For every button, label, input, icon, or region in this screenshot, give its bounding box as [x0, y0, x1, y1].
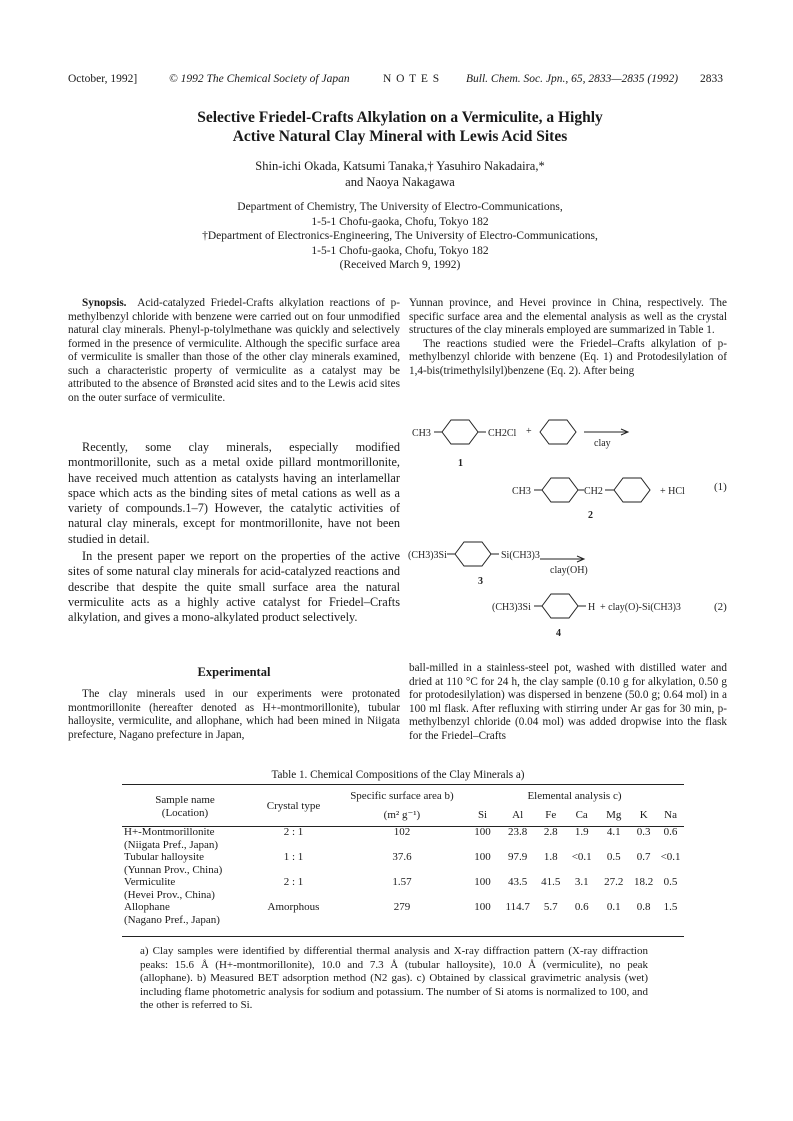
- compound-number-2: 2: [588, 510, 593, 521]
- header-surface-unit: (m² g⁻¹): [383, 808, 421, 821]
- header-element: Mg: [606, 808, 622, 821]
- plus-sign: +: [526, 426, 532, 437]
- header-element: K: [639, 808, 648, 821]
- intro-paragraph: In the present paper we report on the properties of the active sites of some natural clay minerals for acid-catalyzed reactions and describe that despite the quite small surface area the natural vermiculite acts as a highly active catalyst for Friedel–Crafts alkylation, and gives a mono-alkylated product selectively.: [68, 549, 400, 625]
- table-row: [122, 901, 684, 926]
- clay-osi-label: + clay(O)-Si(CH3)3: [600, 602, 681, 613]
- table-footnote: a) Clay samples were identified by differential thermal analysis and X-ray diffraction pattern (X-ray diffraction peaks: 15.6 Å (H+-montmorillonite), 10.0 and 7.3 Å (tubular halloysite), 10.0 Å (vermiculite), no peak (allophane). b) Measured BET adsorption method (N2 gas). c) Obtained by classical gravimetric analysis (wet) including flame photometric analysis for sodium and potassium. The number of Si atoms is normalized to 100, and the other is referred to Si.: [140, 945, 648, 1012]
- sample-location: (Yunnan Prov., China): [124, 863, 223, 876]
- element-value: 0.1: [606, 901, 621, 913]
- element-value: 0.3: [636, 826, 651, 838]
- sample-name: Allophane: [124, 901, 170, 913]
- element-value: 43.5: [508, 876, 528, 888]
- element-value: 100: [474, 851, 491, 863]
- element-value: 0.5: [663, 876, 678, 888]
- benzene-ring-icon: [442, 420, 478, 444]
- sample-location: (Nagano Pref., Japan): [124, 913, 220, 926]
- table-caption: Table 1. Chemical Compositions of the Clay Minerals a): [271, 769, 525, 781]
- element-value: <0.1: [571, 851, 592, 863]
- experimental-paragraph: The clay minerals used in our experiments were protonated montmorillonite (hereafter denoted as H+-montmorillonite), tubular halloysite, vermiculite, and allophane, which had been mined in Niigata prefecture, Nagano prefecture in Japan,: [68, 688, 400, 741]
- header-element: Na: [664, 808, 677, 821]
- equation-number-1: (1): [714, 481, 727, 493]
- affiliations: [100, 200, 700, 273]
- intro-paragraph: Recently, some clay minerals, especially modified montmorillonite, such as a metal oxide pillard montmorillonite, have received much attention as catalysts having an interlamellar space which acts as the binding sites of metal cations as well as a variety of compounds.1–7) However, the catalytic activities of natural clay minerals, except for montmorillonite, have not been studied in detail.: [68, 440, 400, 546]
- h-label: H: [588, 602, 596, 613]
- element-value: 23.8: [508, 826, 528, 838]
- sample-name: H+-Montmorillonite: [124, 826, 215, 838]
- author-list: [100, 158, 700, 190]
- header-sample-name: Sample name: [155, 794, 215, 806]
- sime3-left-label: (CH3)3Si: [492, 602, 531, 613]
- header-location: (Location): [161, 806, 209, 819]
- header-elemental-analysis: Elemental analysis c): [527, 790, 622, 802]
- compound-number-3: 3: [478, 576, 483, 587]
- right-column-top: [409, 297, 727, 378]
- title-line-1: Selective Friedel-Crafts Alkylation on a Vermiculite, a Highly: [197, 109, 603, 126]
- element-value: 114.7: [505, 901, 530, 913]
- surface-area: 37.6: [392, 851, 412, 863]
- crystal-type: 1 : 1: [283, 851, 304, 863]
- header-element: Si: [477, 808, 488, 821]
- element-value: 18.2: [634, 876, 654, 888]
- header-citation: Bull. Chem. Soc. Jpn., 65, 2833—2835 (1992): [466, 73, 679, 85]
- crystal-type: 2 : 1: [283, 826, 304, 838]
- element-value: 100: [474, 876, 491, 888]
- element-value: 100: [474, 826, 491, 838]
- article-title: [100, 108, 700, 146]
- right-column-bottom: [409, 662, 727, 743]
- header-page-number: 2833: [700, 73, 723, 85]
- element-value: 1.5: [663, 901, 678, 913]
- element-value: 2.8: [543, 826, 558, 838]
- clay-catalyst-label: clay: [594, 438, 611, 449]
- synopsis-text: Acid-catalyzed Friedel-Crafts alkylation reactions of p-methylbenzyl chloride with benzene were carried out on four unmodified natural clay minerals. Phenyl-p-tolylmethane was quickly and selectively formed in the presence of vermiculite. Although the specific surface area of vermiculite is smaller than those of the other clay minerals examined, such a characteristic property of vermiculite as a catalyst may be attributed to the absence of Brønsted acid sites and to the Lewis acid sites on the outer surface of vermiculite.: [68, 297, 400, 404]
- header-element: Ca: [575, 808, 588, 821]
- header-element: Fe: [545, 808, 557, 821]
- synopsis-label: Synopsis.: [82, 297, 127, 309]
- sime3-right-label: Si(CH3)3: [501, 550, 540, 561]
- element-value: <0.1: [660, 851, 681, 863]
- crystal-type: Amorphous: [267, 901, 320, 913]
- table-row: [122, 821, 684, 851]
- element-value: 27.2: [604, 876, 624, 888]
- sample-name: Vermiculite: [124, 876, 176, 888]
- element-value: 4.1: [606, 826, 621, 838]
- benzene-ring-icon: [455, 542, 491, 566]
- compound-number-4: 4: [556, 628, 561, 639]
- right-paragraph-2: The reactions studied were the Friedel–Crafts alkylation of p-methylbenzyl chloride with benzene (Eq. 1) and Protodesilylation of 1,4-bis(trimethylsilyl)benzene (Eq. 2). After being: [409, 337, 727, 377]
- received-date: (Received March 9, 1992): [339, 259, 461, 272]
- experimental-text: [68, 688, 400, 742]
- equation-number-2: (2): [714, 601, 727, 613]
- element-value: 1.9: [574, 826, 589, 838]
- header-surface-area: Specific surface area b): [350, 790, 454, 802]
- element-value: 0.8: [636, 901, 651, 913]
- right-paragraph-3: ball-milled in a stainless-steel pot, washed with distilled water and dried at 110 °C for 24 h, the clay sample (0.10 g for alkylation, 0.50 g for protodesilylation) was dispersed in benzene (50.0 g; 0.64 mol) in a 100 ml flask. After refluxing with stirring under Ar gas for 30 min, p-methylbenzyl chloride (0.04 mol) was added dropwise into the flask for the Friedel–Crafts: [409, 662, 727, 742]
- element-value: 41.5: [541, 876, 561, 888]
- affiliation-line: Department of Chemistry, The University of Electro-Communications,: [237, 201, 563, 213]
- benzene-ring-icon: [614, 478, 650, 502]
- table-row: [122, 876, 684, 901]
- ch2cl-label: CH2Cl: [488, 428, 517, 439]
- sample-location: (Hevei Prov., China): [124, 888, 215, 901]
- table-top-rule: [122, 784, 684, 785]
- ch2-label: CH2: [584, 486, 603, 497]
- table-header-row: [122, 786, 684, 803]
- header-crystal-type: Crystal type: [266, 800, 321, 812]
- ch3-label: CH3: [412, 428, 431, 439]
- surface-area: 279: [393, 901, 411, 913]
- element-value: 0.6: [663, 826, 678, 838]
- compound-number-1: 1: [458, 458, 463, 469]
- element-value: 1.8: [543, 851, 558, 863]
- header-copyright: © 1992 The Chemical Society of Japan: [169, 73, 350, 85]
- clay-oh-label: clay(OH): [550, 565, 588, 576]
- header-element: Al: [512, 808, 524, 821]
- experimental-heading: Experimental: [197, 665, 271, 679]
- sime3-left-label: (CH3)3Si: [408, 550, 447, 561]
- composition-table: [122, 786, 684, 926]
- header-section: N O T E S: [383, 73, 441, 85]
- sample-name: Tubular halloysite: [124, 851, 204, 863]
- right-paragraph-1: Yunnan province, and Hevei province in China, respectively. The specific surface area and the elemental analysis as well as the crystal structures of the clay minerals employed are summarized in Table 1.: [409, 297, 727, 336]
- affiliation-line: †Department of Electronics-Engineering, The University of Electro-Communications,: [202, 230, 598, 243]
- affiliation-line: 1-5-1 Chofu-gaoka, Chofu, Tokyo 182: [311, 215, 489, 228]
- title-line-2: Active Natural Clay Mineral with Lewis Acid Sites: [232, 128, 568, 145]
- benzene-ring-icon: [542, 478, 578, 502]
- synopsis: [68, 297, 400, 405]
- authors-line-1: Shin-ichi Okada, Katsumi Tanaka,† Yasuhiro Nakadaira,*: [255, 159, 545, 173]
- introduction: [68, 440, 400, 626]
- header-date: October, 1992]: [68, 73, 138, 85]
- reaction-schemes: [408, 418, 736, 646]
- header-sample: [122, 786, 248, 821]
- element-value: 5.7: [543, 901, 558, 913]
- surface-area: 1.57: [392, 876, 412, 888]
- element-value: 97.9: [508, 851, 528, 863]
- table-row: [122, 851, 684, 876]
- element-value: 0.7: [636, 851, 651, 863]
- hcl-label: + HCl: [660, 486, 685, 497]
- authors-line-2: and Naoya Nakagawa: [345, 175, 455, 189]
- element-value: 3.1: [574, 876, 589, 888]
- crystal-type: 2 : 1: [283, 876, 304, 888]
- benzene-ring-icon: [542, 594, 578, 618]
- table-bottom-rule: [122, 936, 684, 937]
- ch3-label: CH3: [512, 486, 531, 497]
- surface-area: 102: [393, 826, 411, 838]
- affiliation-line: 1-5-1 Chofu-gaoka, Chofu, Tokyo 182: [311, 244, 489, 257]
- element-value: 0.6: [574, 901, 589, 913]
- benzene-ring-icon: [540, 420, 576, 444]
- element-value: 100: [474, 901, 491, 913]
- sample-location: (Niigata Pref., Japan): [124, 838, 219, 851]
- element-value: 0.5: [606, 851, 621, 863]
